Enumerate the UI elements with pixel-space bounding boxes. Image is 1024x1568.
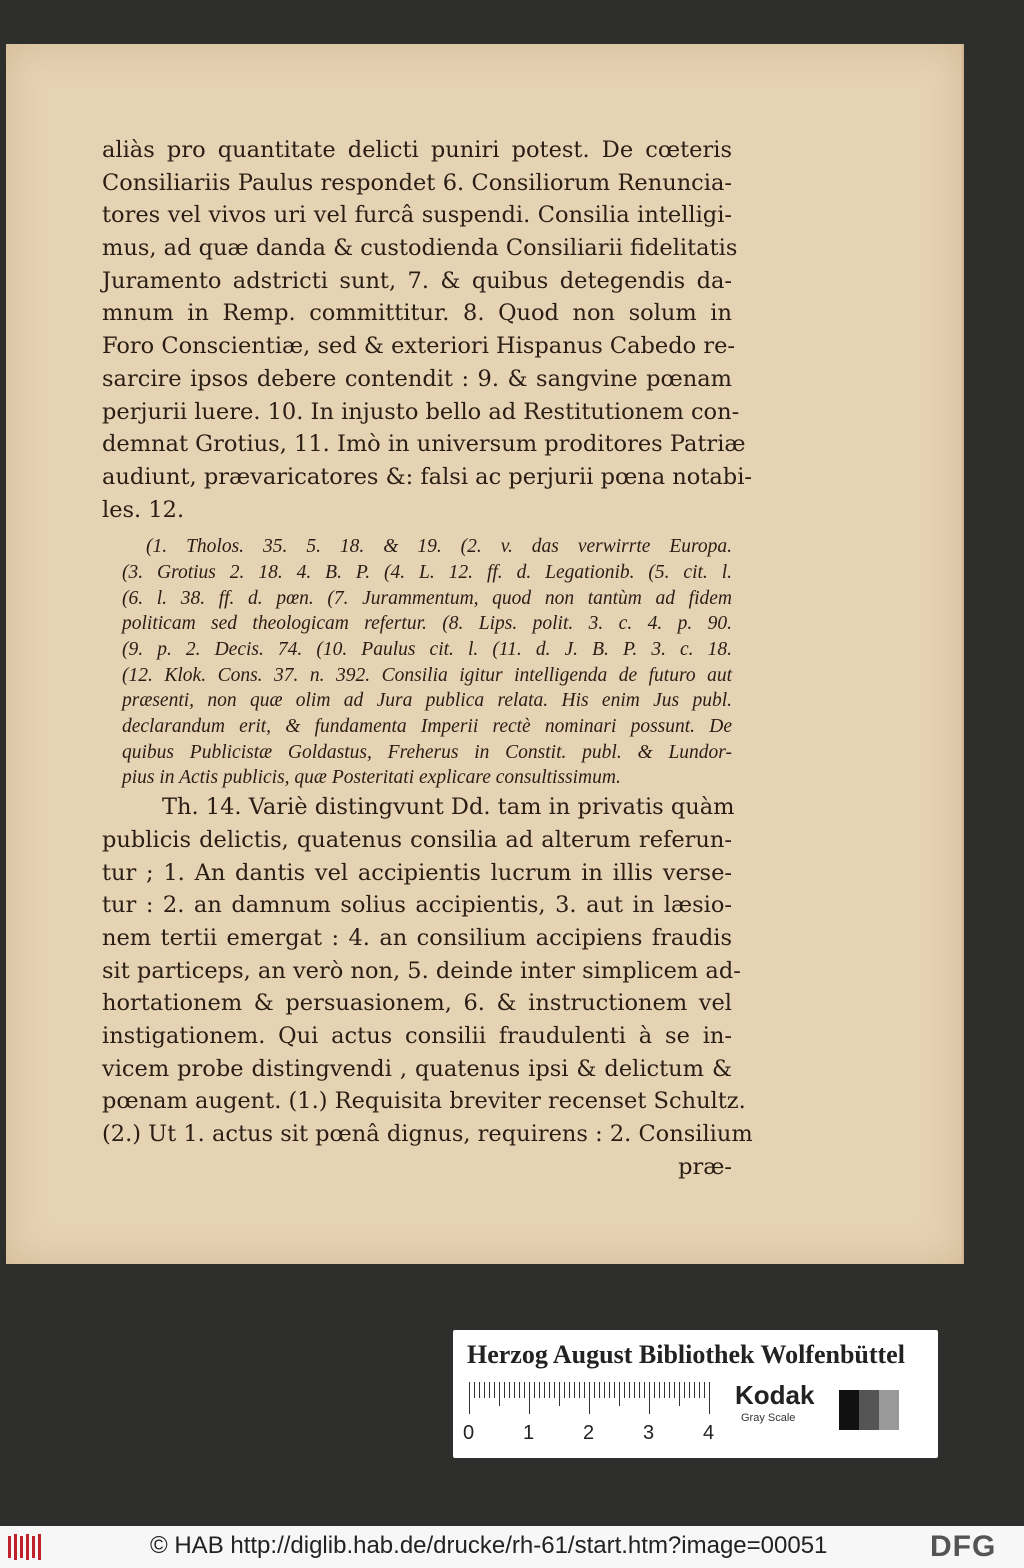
ruler-tick <box>564 1382 565 1398</box>
ruler-tick <box>694 1382 695 1398</box>
ruler-tick <box>499 1382 500 1406</box>
footnote-line: (9. p. 2. Decis. 74. (10. Paulus cit. l. (11. d. J. B. P. 3. c. 18. <box>122 639 732 660</box>
footnote-line: (1. Tholos. 35. 5. 18. & 19. (2. v. das verwirrte Europa. <box>146 536 732 558</box>
gray-patch <box>879 1390 899 1430</box>
text-line: aliàs pro quantitate delicti puniri potest. De cœteris <box>102 137 732 163</box>
gray-scale-patches <box>839 1390 919 1430</box>
thesis-paragraph <box>102 791 753 1151</box>
ruler-tick <box>549 1382 550 1398</box>
ruler-tick <box>479 1382 480 1398</box>
dfg-logo: DFG <box>930 1530 997 1563</box>
ruler-tick <box>524 1382 525 1398</box>
hab-logo-icon <box>6 1532 42 1562</box>
text-line: tur : 2. an damnum solius accipientis, 3. aut in læsio- <box>102 892 732 919</box>
text-line: demnat Grotius, 11. Imò in universum proditores Patriæ <box>102 431 746 458</box>
text-line: sarcire ipsos debere contendit : 9. & sangvine pœnam <box>102 365 732 392</box>
text-line: instigationem. Qui actus consilii fraudulenti à se in- <box>102 1022 732 1049</box>
footnote-line: declarandum erit, & fundamenta Imperii rectè nominari possunt. De <box>122 716 732 738</box>
ruler-tick <box>504 1382 505 1398</box>
ruler-tick <box>679 1382 680 1406</box>
text-line: hortationem & persuasionem, 6. & instructionem vel <box>102 990 732 1017</box>
ruler-tick <box>529 1382 530 1414</box>
ruler-tick <box>639 1382 640 1398</box>
kodak-logo: Kodak <box>735 1380 815 1410</box>
text-line: mus, ad quæ danda & custodienda Consiliarii fidelitatis <box>102 235 738 262</box>
library-name: Herzog August Bibliothek Wolfenbüttel <box>467 1340 905 1369</box>
ruler-tick <box>704 1382 705 1398</box>
text-line: perjurii luere. 10. In injusto bello ad Restitutionem con- <box>102 398 740 425</box>
ruler-tick <box>614 1382 615 1398</box>
ruler-tick <box>584 1382 585 1398</box>
ruler-tick <box>669 1382 670 1398</box>
scale-number: 0 <box>463 1422 475 1444</box>
ruler-tick <box>574 1382 575 1398</box>
ruler-tick <box>609 1382 610 1398</box>
ruler-tick <box>699 1382 700 1398</box>
ruler-tick <box>469 1382 470 1414</box>
ruler-tick <box>519 1382 520 1398</box>
scale-number: 4 <box>703 1422 715 1444</box>
text-line: Foro Conscientiæ, sed & exteriori Hispanus Cabedo re- <box>102 333 736 360</box>
text-line: tores vel vivos uri vel furcâ suspendi. Consilia intelligi- <box>102 202 732 229</box>
ruler-tick <box>629 1382 630 1398</box>
ruler-tick <box>569 1382 570 1398</box>
ruler-scale <box>465 1382 723 1452</box>
ruler-tick <box>539 1382 540 1398</box>
ruler-tick <box>589 1382 590 1414</box>
ruler-tick <box>659 1382 660 1398</box>
gray-patch <box>899 1390 919 1430</box>
main-paragraph <box>102 134 752 526</box>
footnote-line: (6. l. 38. ff. d. pœn. (7. Jurammentum, quod non tantùm ad fidem <box>122 587 732 609</box>
ruler-tick <box>494 1382 495 1398</box>
ruler-tick <box>554 1382 555 1398</box>
ruler-tick <box>474 1382 475 1398</box>
ruler-tick <box>709 1382 710 1414</box>
ruler-tick <box>544 1382 545 1398</box>
ruler-tick <box>674 1382 675 1398</box>
footnotes <box>102 534 732 791</box>
page-text <box>102 134 753 1183</box>
library-color-card <box>453 1330 938 1458</box>
text-line: nem tertii emergat : 4. an consilium accipiens fraudis <box>102 924 732 951</box>
text-line: pœnam augent. (1.) Requisita breviter recenset Schultz. <box>102 1088 746 1115</box>
footnote-line: præsenti, non quæ olim ad Jura publica relata. His enim Jus publ. <box>122 690 732 712</box>
ruler-tick <box>604 1382 605 1398</box>
book-page <box>6 44 964 1264</box>
text-line: les. 12. <box>102 496 185 523</box>
ruler-tick <box>559 1382 560 1406</box>
ruler-tick <box>484 1382 485 1398</box>
text-line: sit particeps, an verò non, 5. deinde inter simplicem ad- <box>102 957 741 984</box>
ruler-tick <box>579 1382 580 1398</box>
ruler-tick <box>489 1382 490 1398</box>
ruler-tick <box>514 1382 515 1398</box>
footnote-line: pius in Actis publicis, quæ Posteritati explicare consultissimum. <box>122 767 621 789</box>
gray-patch <box>859 1390 879 1430</box>
ruler-tick <box>619 1382 620 1406</box>
gray-patch <box>839 1390 859 1430</box>
ruler-tick <box>599 1382 600 1398</box>
text-line: tur ; 1. An dantis vel accipientis lucrum in illis verse- <box>102 859 732 886</box>
catchword: præ- <box>678 1153 732 1180</box>
credit-link[interactable]: © HAB http://diglib.hab.de/drucke/rh-61/start.htm?image=00051 <box>150 1532 828 1559</box>
text-line: publicis delictis, quatenus consilia ad alterum referun- <box>102 826 732 853</box>
ruler-tick <box>689 1382 690 1398</box>
text-line: mnum in Remp. committitur. 8. Quod non solum in <box>102 300 732 327</box>
text-line: vicem probe distingvendi , quatenus ipsi & delictum & <box>102 1055 732 1082</box>
ruler-tick <box>634 1382 635 1398</box>
ruler-tick <box>654 1382 655 1398</box>
ruler-tick <box>664 1382 665 1398</box>
ruler-tick <box>649 1382 650 1414</box>
scale-number: 3 <box>643 1422 655 1444</box>
text-line: Juramento adstricti sunt, 7. & quibus detegendis da- <box>102 267 732 294</box>
footnote-line: quibus Publicistæ Goldastus, Freherus in Constit. publ. & Lundor- <box>122 741 732 763</box>
ruler-tick <box>644 1382 645 1398</box>
text-line: Consiliariis Paulus respondet 6. Consiliorum Renuncia- <box>102 169 732 196</box>
ruler-tick <box>509 1382 510 1398</box>
footer-bar <box>0 1526 1024 1568</box>
ruler-tick <box>534 1382 535 1398</box>
footnote-line: (12. Klok. Cons. 37. n. 392. Consilia igitur intelligenda de futuro aut <box>122 664 732 686</box>
ruler-tick <box>684 1382 685 1398</box>
footnote-line: (3. Grotius 2. 18. 4. B. P. (4. L. 12. ff. d. Legationib. (5. cit. l. <box>122 561 732 583</box>
text-line: audiunt, prævaricatores &: falsi ac perjurii pœna notabi- <box>102 463 752 490</box>
scale-number: 2 <box>583 1422 595 1444</box>
ruler-tick <box>624 1382 625 1398</box>
footnote-line: politicam sed theologicam refertur. (8. Lips. polit. 3. c. 4. p. 90. <box>122 613 732 635</box>
ruler-tick <box>594 1382 595 1398</box>
text-line: (2.) Ut 1. actus sit pœnâ dignus, requirens : 2. Consilium <box>102 1121 753 1147</box>
text-line: Th. 14. Variè distingvunt Dd. tam in privatis quàm <box>162 794 735 821</box>
scale-number: 1 <box>523 1422 535 1444</box>
gray-scale-label: Gray Scale <box>741 1412 796 1424</box>
